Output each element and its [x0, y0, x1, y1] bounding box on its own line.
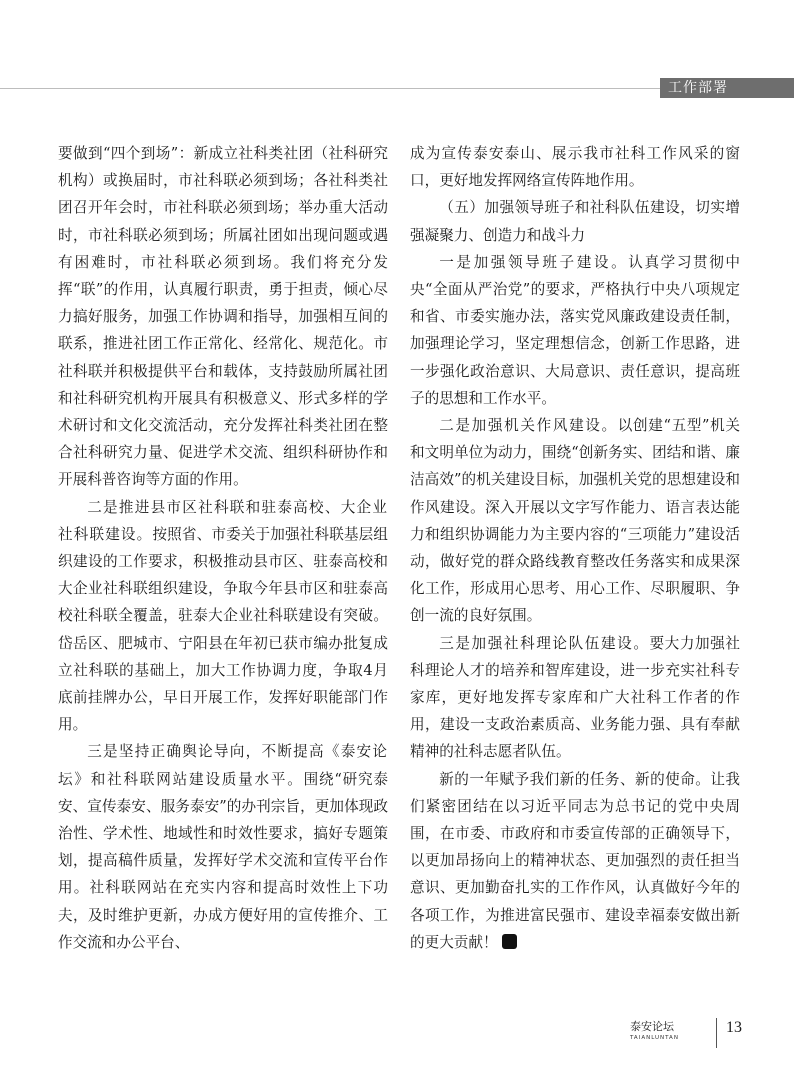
paragraph: [410, 249, 740, 412]
paragraph: [410, 412, 740, 630]
paragraph-body: 要大力加强社科理论人才的培养和智库建设，进一步充实社科专家库，更好地发挥专家库和广大社科工作者的作用，建设一支政治素质高、业务能力强、具有奉献精神的社科志愿者队伍。: [410, 634, 740, 761]
paragraph-lead: 二是推进县市区社科联和驻泰高校、大企业社科联建设。: [58, 498, 388, 543]
section-heading: （五）加强领导班子和社科队伍建设，切实增强凝聚力、创造力和战斗力: [410, 199, 740, 244]
magazine-title: 泰安论坛: [630, 1020, 674, 1033]
paragraph: [410, 766, 740, 956]
paragraph-body: 认真学习贯彻中央“全面从严治党”的要求，严格执行中央八项规定和省、市委实施办法，落实党风廉政建设责任制，加强理论学习，坚定理想信念，创新工作思路，进一步强化政治意识、大局意识、责任意识，提高班子的思想和工作水平。: [410, 253, 740, 407]
paragraph-lead: 三是加强社科理论队伍建设。: [439, 634, 650, 652]
paragraph-body: 按照省、市委关于加强社科联基层组织建设的工作要求，积极推动县市区、驻泰高校和大企业社科联组织建设，争取今年县市区和驻泰高校社科联全覆盖，驻泰大企业社科联建设有突破。岱岳区、肥城市、宁阳县在年初已获市编办批复成立社科联的基础上，加大工作协调力度，争取4月底前挂牌办公，早日开展工作，发挥好职能部门作用。: [58, 525, 388, 734]
left-column: [58, 140, 388, 956]
section-label: 工作部署: [660, 78, 794, 98]
paragraph-body: 新的一年赋予我们新的任务、新的使命。让我们紧密团结在以习近平同志为总书记的党中央周围，在市委、市政府和市委宣传部的正确领导下，以更加昂扬向上的精神状态、更加强烈的责任担当意识、更加勤奋扎实的工作作风，认真做好今年的各项工作，为推进富民强市、建设幸福泰安做出新的更大贡献！: [410, 770, 740, 951]
page-number: 13: [726, 1019, 742, 1036]
paragraph-lead: 三是坚持正确舆论导向，不断提高《泰安论坛》和社科联网站建设质量水平。: [58, 743, 388, 788]
paragraph: 成为宣传泰安泰山、展示我市社科工作风采的窗口，更好地发挥网络宣传阵地作用。: [410, 145, 740, 190]
paragraph: 要做到“四个到场”：新成立社科类社团（社科研究机构）或换届时，市社科联必须到场；各社科类社团召开年会时，市社科联必须到场；举办重大活动时，市社科联必须到场；所属社团如出现问题或遇有困难时，市社科联必须到场。我们将充分发挥“联”的作用，认真履行职责，勇于担责，倾心尽力搞好服务，加强工作协调和指导，加强相互间的联系，推进社团工作正常化、经常化、规范化。市社科联并积极提供平台和载体，支持鼓励所属社团和社科研究机构开展具有积极意义、形式多样的学术研讨和文化交流活动，充分发挥社科类社团在整合社科研究力量、促进学术交流、组织科研协作和开展科普咨询等方面的作用。: [58, 145, 388, 489]
paragraph: [58, 494, 388, 739]
paragraph-lead: 一是加强领导班子建设。: [439, 253, 629, 271]
magazine-pinyin: TAIANLUNTAN: [630, 1035, 679, 1041]
paragraph: [410, 630, 740, 766]
right-column: [410, 140, 740, 956]
paragraph-lead: 二是加强机关作风建设。: [439, 417, 618, 435]
footer-divider: [716, 1018, 717, 1048]
end-mark-icon: [502, 934, 517, 949]
paragraph-body: 围绕“研究泰安、宣传泰安、服务泰安”的办刊宗旨，更加体现政治性、学术性、地域性和时效性要求，搞好专题策划，提高稿件质量，发挥好学术交流和宣传平台作用。社科联网站在充实内容和提高时效性上下功夫，及时维护更新，办成方便好用的宣传推介、工作交流和办公平台、: [58, 770, 388, 951]
header-rule: [0, 88, 660, 89]
paragraph-body: 以创建“五型”机关和文明单位为动力，围绕“创新务实、团结和谐、廉洁高效”的机关建设目标，加强机关党的思想建设和作风建设。深入开展以文字写作能力、语言表达能力和组织协调能力为主要内容的“三项能力”建设活动，做好党的群众路线教育整改任务落实和成果深化工作，形成用心思考、用心工作、尽职履职、争创一流的良好氛围。: [410, 417, 740, 625]
paragraph: [58, 738, 388, 956]
